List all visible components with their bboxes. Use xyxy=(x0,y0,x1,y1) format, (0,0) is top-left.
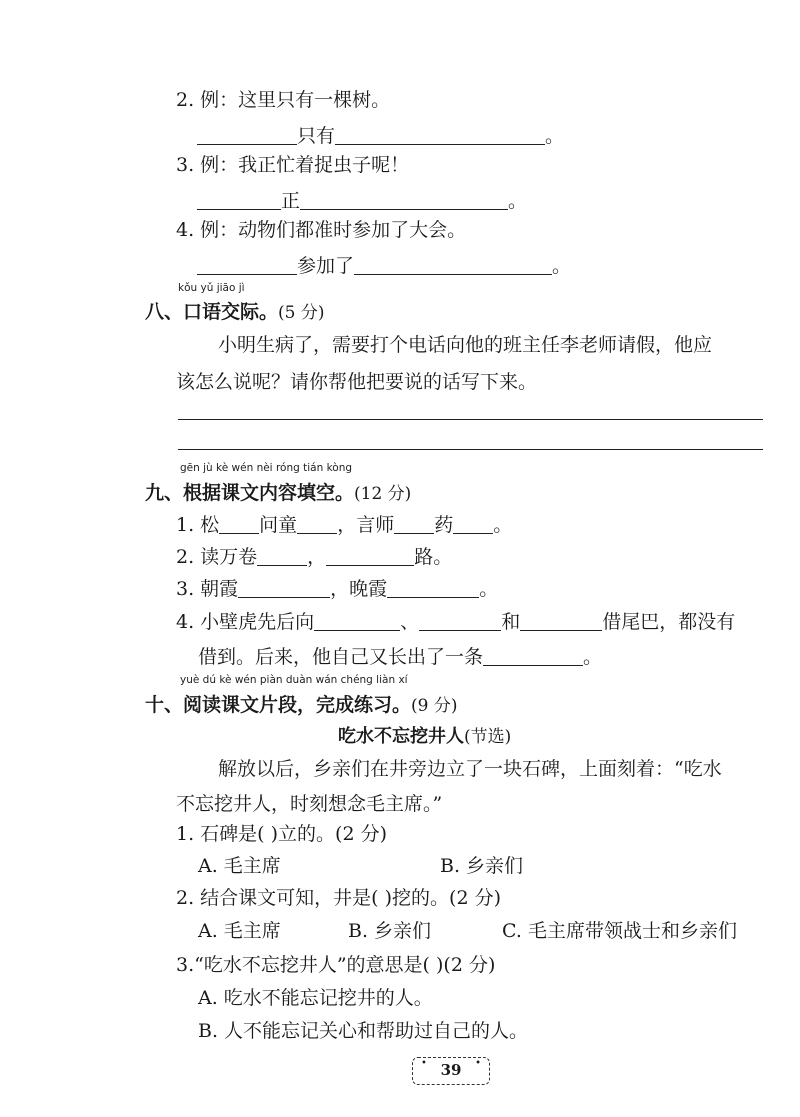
s10-q2-option-b[interactable]: B. 乡亲们 xyxy=(348,920,432,942)
passage-line2: 不忘挖井人，时刻想念毛主席。” xyxy=(176,793,443,815)
s9-q1: 1. 松 问童 ，言师 药 。 xyxy=(176,514,513,536)
s10-q2-option-a[interactable]: A. 毛主席 xyxy=(198,920,281,942)
s10-q3: 3.“吃水不忘挖井人”的意思是( )(2 分) xyxy=(176,954,496,976)
blank[interactable] xyxy=(419,612,501,631)
blank[interactable] xyxy=(354,256,552,275)
s9-q3: 3. 朝霞 ，晚霞 。 xyxy=(176,578,499,600)
s10-pinyin: yuè dú kè wén piàn duàn wán chéng liàn xí xyxy=(180,674,408,686)
s8-pinyin: kǒu yǔ jiāo jì xyxy=(178,282,245,294)
section-score: (12 分) xyxy=(354,484,412,504)
s8-line1: 小明生病了，需要打个电话向他的班主任李老师请假，他应 xyxy=(218,334,713,356)
blank[interactable] xyxy=(300,191,508,210)
s10-q1-option-a[interactable]: A. 毛主席 xyxy=(198,855,281,877)
s10-heading xyxy=(145,690,458,717)
blank[interactable] xyxy=(197,256,297,275)
section-score: (9 分) xyxy=(411,696,458,716)
s7-item3-answer: 正 。 xyxy=(197,189,527,213)
blank[interactable] xyxy=(326,547,414,566)
passage-title: 吃水不忘挖井人(节选) xyxy=(338,726,512,747)
s7-item2-prompt: 2. 例：这里只有一棵树。 xyxy=(176,89,391,111)
answer-line[interactable] xyxy=(178,419,763,420)
s10-q3-option-a[interactable]: A. 吃水不能忘记挖井的人。 xyxy=(198,987,433,1009)
s10-q2: 2. 结合课文可知，井是( )挖的。(2 分) xyxy=(176,887,501,909)
blank[interactable] xyxy=(257,547,307,566)
s8-heading xyxy=(145,297,325,324)
blank[interactable] xyxy=(483,647,583,666)
passage-line1: 解放以后，乡亲们在井旁边立了一块石碑，上面刻着：“吃水 xyxy=(218,758,722,780)
section-score: (5 分) xyxy=(278,303,325,323)
dot-decoration: • xyxy=(421,1058,427,1069)
s9-heading xyxy=(145,478,411,505)
section-title: 八、口语交际。 xyxy=(145,301,279,323)
s7-item4-answer: 参加了 。 xyxy=(197,254,571,278)
s9-q4-line1: 4. 小壁虎先后向 、 和 借尾巴，都没有 xyxy=(176,611,736,633)
dot-decoration: • xyxy=(475,1058,481,1069)
s10-q1: 1. 石碑是( )立的。(2 分) xyxy=(176,823,387,845)
blank[interactable] xyxy=(335,126,545,145)
blank[interactable] xyxy=(387,579,479,598)
s10-q1-option-b[interactable]: B. 乡亲们 xyxy=(440,855,524,877)
page-number: 39 xyxy=(440,1061,462,1079)
s9-q4-line2: 借到。后来，他自己又长出了一条 。 xyxy=(198,646,603,668)
blank[interactable] xyxy=(394,515,434,534)
s10-q3-option-b[interactable]: B. 人不能忘记关心和帮助过自己的人。 xyxy=(198,1020,529,1042)
blank[interactable] xyxy=(453,515,493,534)
blank[interactable] xyxy=(297,515,337,534)
answer-line[interactable] xyxy=(178,449,763,450)
blank[interactable] xyxy=(520,612,602,631)
page-number-box xyxy=(412,1057,490,1085)
blank[interactable] xyxy=(238,579,330,598)
blank[interactable] xyxy=(197,126,297,145)
blank[interactable] xyxy=(197,191,281,210)
section-title: 十、阅读课文片段，完成练习。 xyxy=(145,694,412,716)
s9-q2: 2. 读万卷 ， 路。 xyxy=(176,546,453,568)
s7-item4-prompt: 4. 例：动物们都准时参加了大会。 xyxy=(176,219,467,241)
s9-pinyin: gēn jù kè wén nèi róng tián kòng xyxy=(180,462,353,474)
section-title: 九、根据课文内容填空。 xyxy=(145,482,355,504)
blank[interactable] xyxy=(219,515,259,534)
s7-item2-answer: 只有 。 xyxy=(197,124,564,148)
s10-q2-option-c[interactable]: C. 毛主席带领战士和乡亲们 xyxy=(502,920,737,942)
s8-line2: 该怎么说呢？请你帮他把要说的话写下来。 xyxy=(176,371,538,393)
blank[interactable] xyxy=(314,612,400,631)
s7-item3-prompt: 3. 例：我正忙着捉虫子呢！ xyxy=(176,154,410,176)
